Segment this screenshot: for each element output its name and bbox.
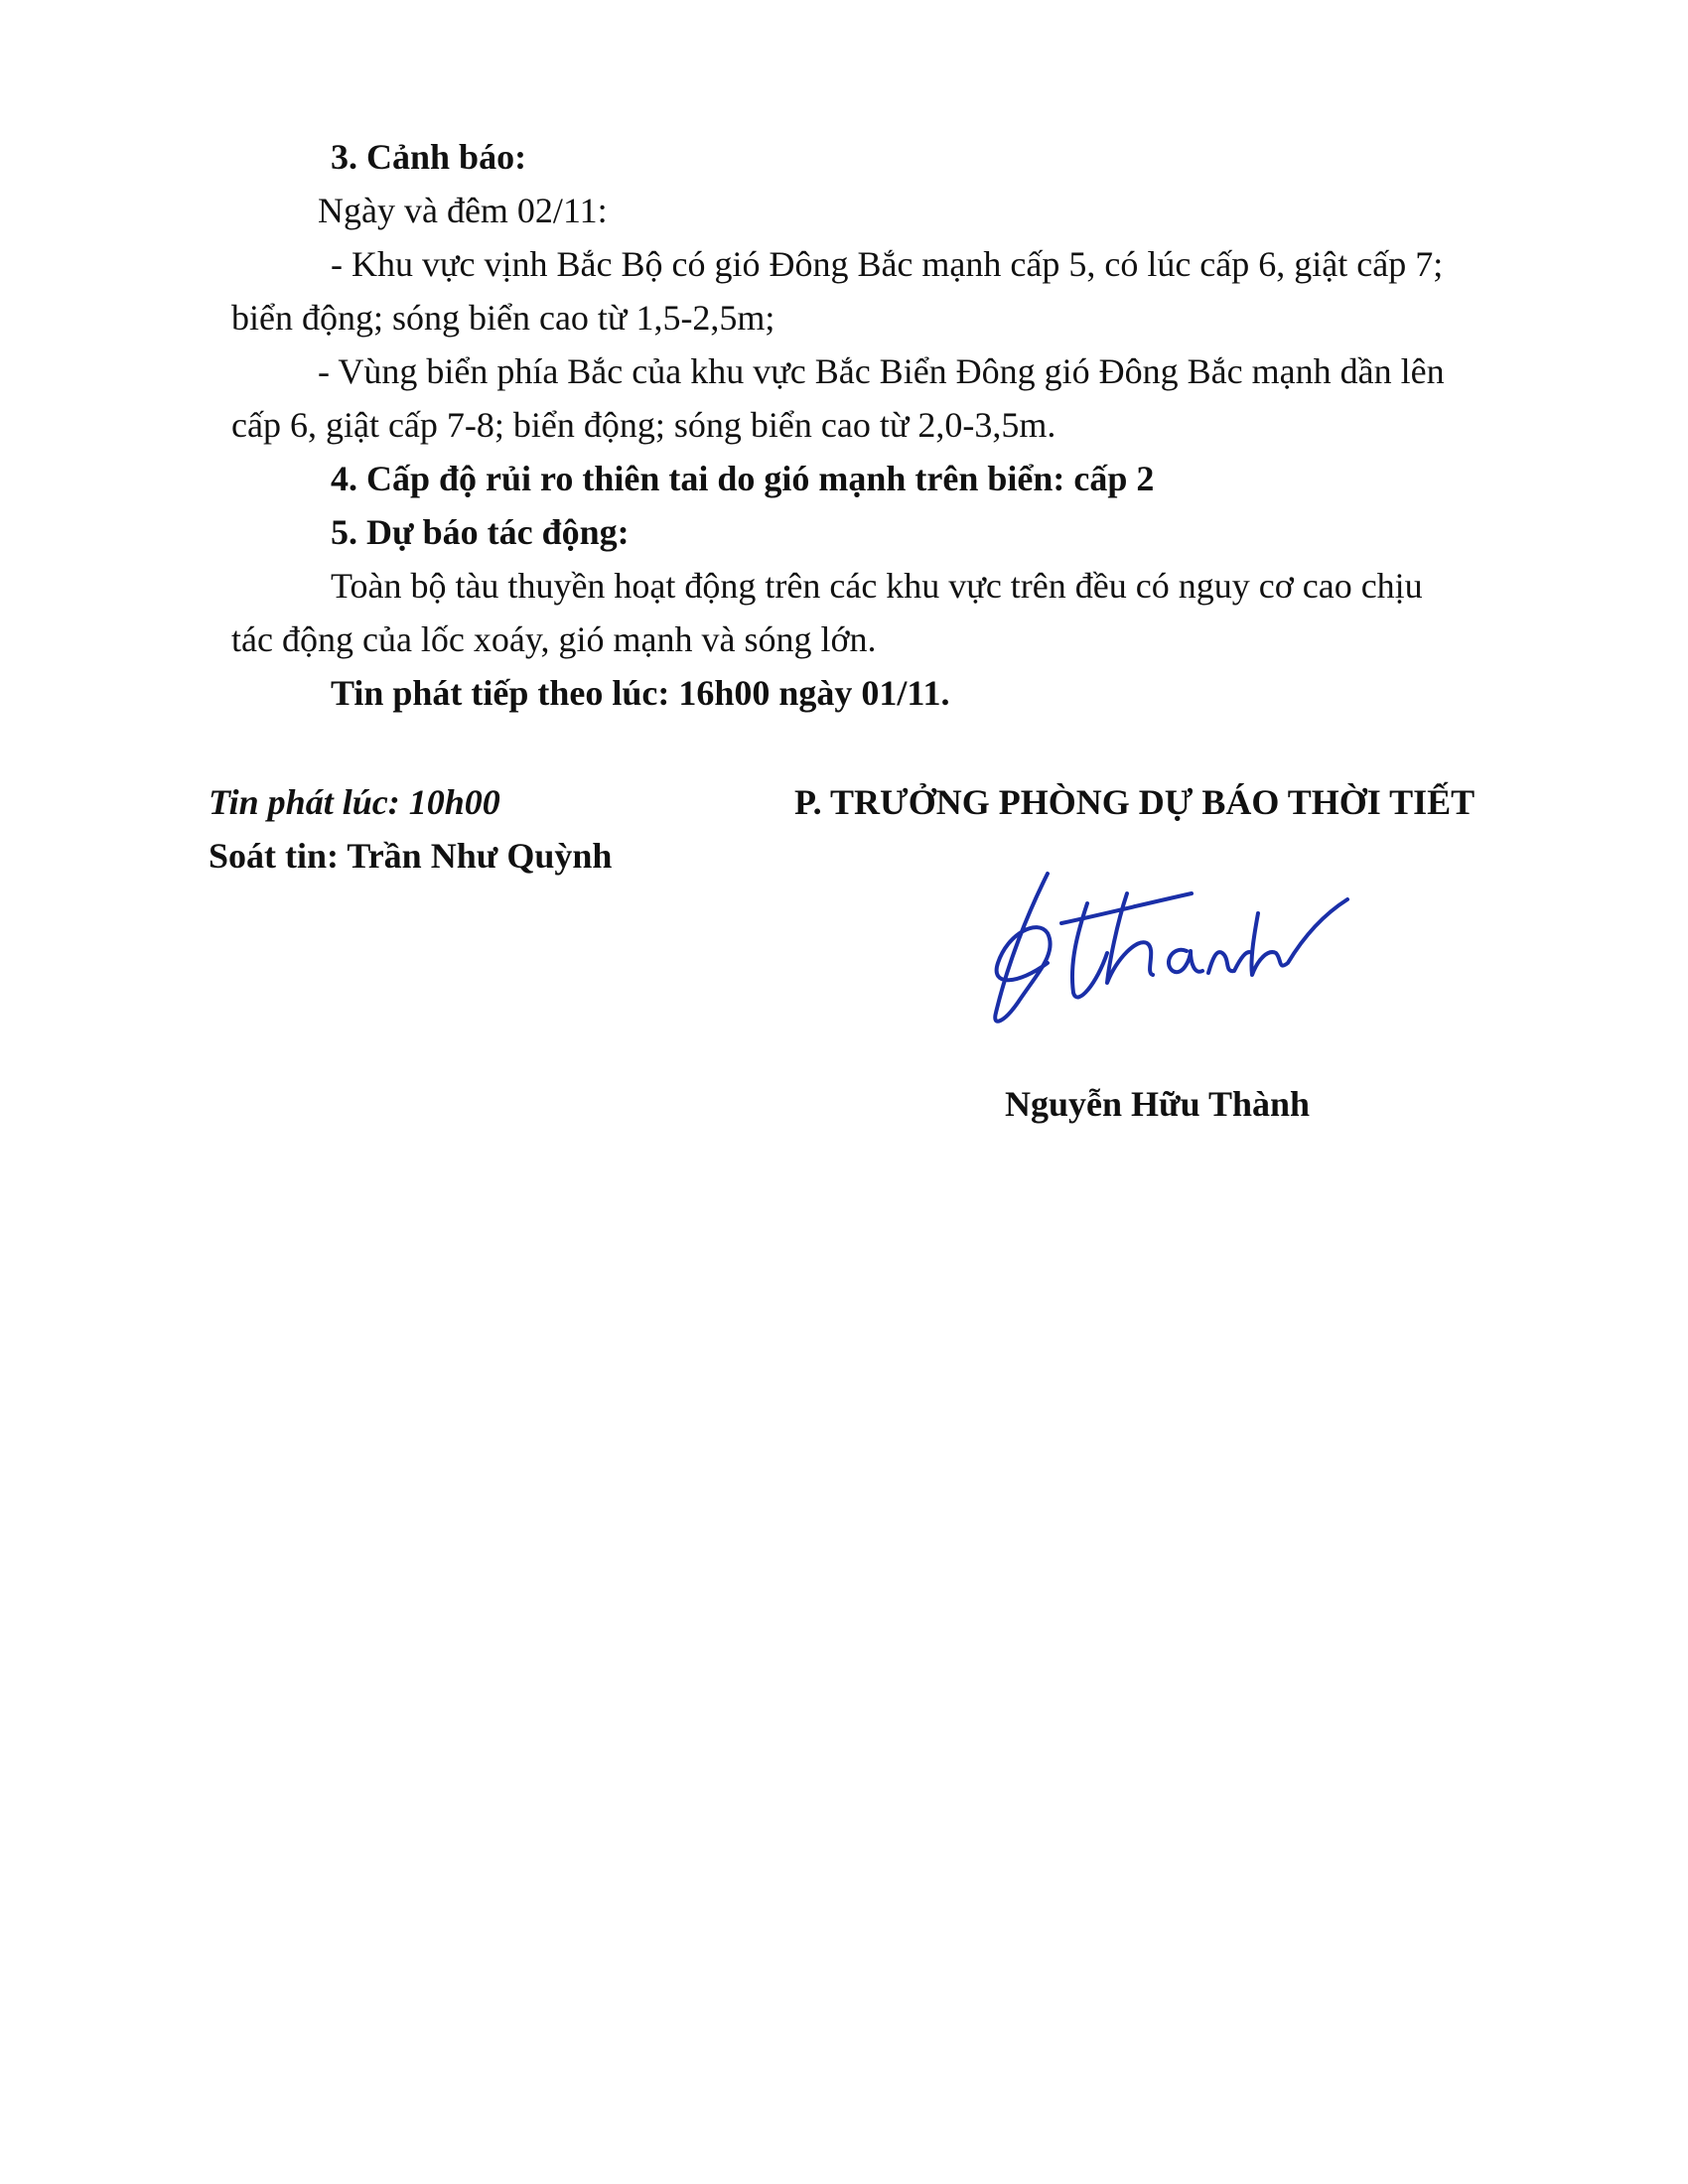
- warning-item-2-line-1: - Vùng biển phía Bắc của khu vực Bắc Biển Đông gió Đông Bắc mạnh dần lên: [318, 351, 1445, 391]
- warning-date-line: Ngày và đêm 02/11:: [318, 191, 608, 230]
- warning-item-1-line-2: biển động; sóng biển cao từ 1,5-2,5m;: [231, 298, 775, 338]
- handwritten-signature: [978, 864, 1355, 1032]
- signer-name: Nguyễn Hữu Thành: [1005, 1084, 1311, 1124]
- next-bulletin-line: Tin phát tiếp theo lúc: 16h00 ngày 01/11.: [331, 673, 950, 713]
- warning-item-2-line-2: cấp 6, giật cấp 7-8; biển động; sóng biển cao từ 2,0-3,5m.: [231, 405, 1056, 445]
- section-3-heading: 3. Cảnh báo:: [331, 137, 527, 177]
- reviewed-by-line: Soát tin: Trần Như Quỳnh: [209, 836, 613, 876]
- signer-title: P. TRƯỞNG PHÒNG DỰ BÁO THỜI TIẾT: [794, 782, 1476, 822]
- warning-item-1-line-1: - Khu vực vịnh Bắc Bộ có gió Đông Bắc mạnh cấp 5, có lúc cấp 6, giật cấp 7;: [331, 244, 1444, 284]
- impact-body-line-2: tác động của lốc xoáy, gió mạnh và sóng lớn.: [231, 619, 877, 659]
- section-5-heading: 5. Dự báo tác động:: [331, 512, 630, 552]
- section-4-heading: 4. Cấp độ rủi ro thiên tai do gió mạnh trên biển: cấp 2: [331, 459, 1155, 498]
- issued-at-line: Tin phát lúc: 10h00: [209, 782, 500, 822]
- impact-body-line-1: Toàn bộ tàu thuyền hoạt động trên các khu vực trên đều có nguy cơ cao chịu: [331, 566, 1423, 606]
